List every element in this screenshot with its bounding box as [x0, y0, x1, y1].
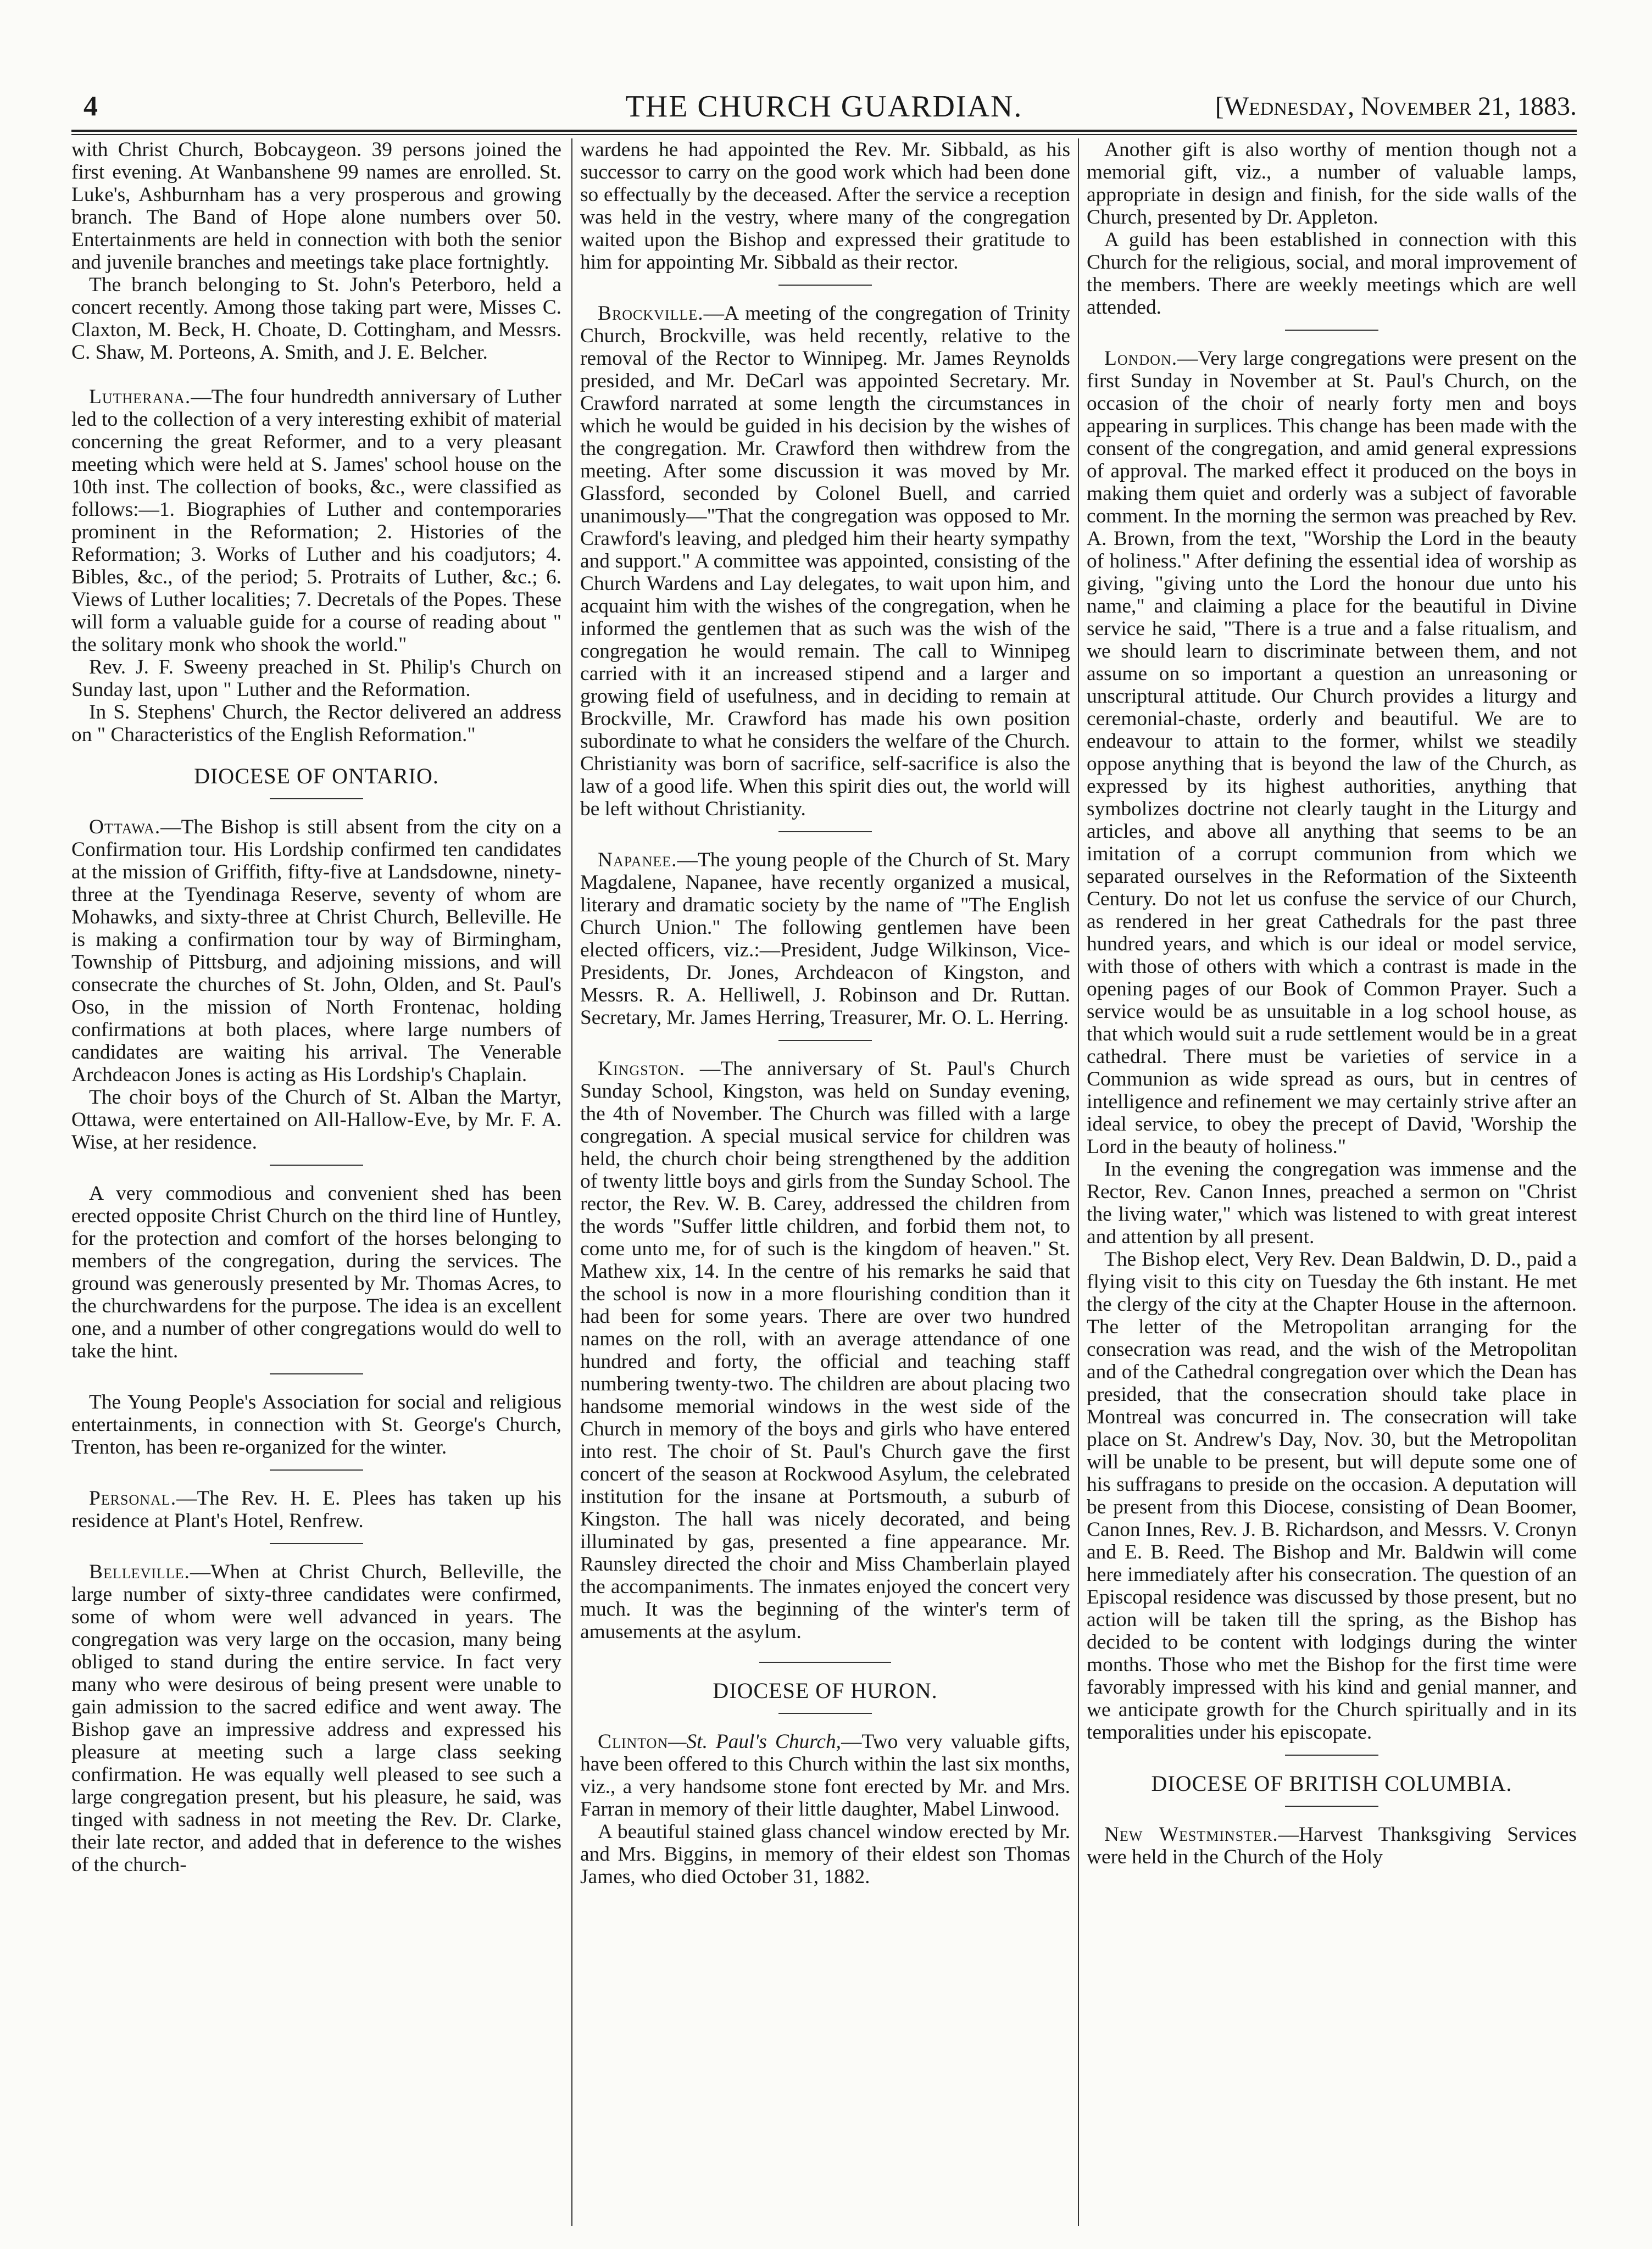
column-1 — [71, 138, 561, 2226]
paragraph — [1087, 347, 1577, 1158]
column-3 — [1087, 138, 1577, 2226]
paragraph: with Christ Church, Bobcaygeon. 39 persons joined the first evening. At Wanbanshene 99 names are enrolled. St. Luke's, Ashburnham has a very prosperous and growing branch. The Band of Hope alone numbers over 50. Entertainments are held in connection with both the senior and juvenile branches and meetings take place fortnightly. — [71, 138, 561, 274]
paragraph — [580, 849, 1070, 1029]
section-heading: DIOCESE OF HURON. — [713, 1678, 938, 1703]
item-text: —The four hundredth anniversary of Luther led to the collection of a very interesting exhibit of material concerning the great Reformer, and to a very pleasant meeting which were held at S. James' school house on the 10th inst. The collection of books, &c., were classified as follows:—1. Biographies of Luther and contemporaries prominent in the Reformation; 2. Histories of the Reformation; 3. Works of Luther and his coadjutors; 4. Bibles, &c., of the period; 5. Protraits of Luther, &c.; 6. Views of Luther localities; 7. Decretals of the Popes. These will form a valuable guide for a course of reading about " the solitary monk who shook the world." — [71, 386, 561, 656]
item-text: —The anniversary of St. Paul's Church Sunday School, Kingston, was held on Sunday evening, the 4th of November. The Church was filled with a large congregation. A special musical service for children was held, the church choir being strengthened by the addition of twenty little boys and girls from the Sunday School. The rector, the Rev. W. B. Carey, addressed the children from the words "Suffer little children, and forbid them not, to come unto me, for of such is the kingdom of heaven." St. Mathew xix, 14. In the centre of his remarks he said that the school is now in a more flourishing condition than it had been for some years. There are over two hundred names on the roll, with an average attendance of one hundred and forty, the official and teaching staff numbering twenty-two. The children are about placing two handsome memorial windows in the west side of the Church in memory of the boys and girls who have entered into rest. The choir of St. Paul's Church gave the first concert of the season at Rockwood Asylum, the celebrated institution for the insane at Portsmouth, a suburb of Kingston. The hall was nicely decorated, and being illuminated by gas, presented a fine appearance. Mr. Raunsley directed the choir and Miss Chamberlain played the accompaniments. The inmates enjoyed the concert very much. It was the beginning of the winter's term of amusements at the asylum. — [580, 1057, 1070, 1643]
paragraph: A guild has been established in connection with this Church for the religious, social, and moral improvement of the members. There are weekly meetings which are well attended. — [1087, 229, 1577, 319]
item-text: —Two very valuable gifts, have been offered to this Church within the last six months, viz., a very handsome stone font erected by Mr. and Mrs. Farran in memory of their little daughter, Mabel Linwood. — [580, 1730, 1070, 1821]
header-rule-thin — [71, 134, 1577, 135]
paragraph — [1087, 1823, 1577, 1868]
paragraph: In S. Stephens' Church, the Rector delivered an address on " Characteristics of the English Reformation." — [71, 701, 561, 746]
separator-rule — [270, 1165, 363, 1166]
item-text: —The Rev. H. E. Plees has taken up his residence at Plant's Hotel, Renfrew. — [71, 1487, 561, 1532]
paragraph: A beautiful stained glass chancel window erected by Mr. and Mrs. Biggins, in memory of their eldest son Thomas James, who died October 31, 1882. — [580, 1821, 1070, 1888]
issue-date: [Wednesday, November 21, 1883. — [1215, 92, 1577, 121]
paragraph — [580, 302, 1070, 820]
item-text: —A meeting of the congregation of Trinity Church, Brockville, was held recently, relative to the removal of the Rector to Winnipeg. Mr. James Reynolds presided, and Mr. DeCarl was appointed Secretary. Mr. Crawford narrated at some length the circumstances in which he would be guided in his decision by the wishes of the congregation. Mr. Crawford then withdrew from the meeting. After some discussion it was moved by Mr. Glassford, seconded by Colonel Buell, and carried unanimously—"That the congregation was opposed to Mr. Crawford's leaving, and pledged him their hearty sympathy and support." A committee was appointed, consisting of the Church Wardens and Lay delegates, to wait upon him, and acquaint him with the wishes of the congregation, when he informed the gentlemen that as such was the wish of the congregation he would remain. The call to Winnipeg carried with it an increased stipend and a larger and growing field of usefulness, and in deciding to remain at Brockville, Mr. Crawford has made his own position subordinate to what he considers the welfare of the Church. Christianity was born of sacrifice, self-sacrifice is also the law of a good life. When this spirit dies out, the world will be left without Christianity. — [580, 302, 1070, 820]
paragraph: The Bishop elect, Very Rev. Dean Baldwin, D. D., paid a flying visit to this city on Tuesday the 6th instant. He met the clergy of the city at the Chapter House in the afternoon. The letter of the Metropolitan arranging for the consecration was read, and the wish of the Metropolitan and of the Cathedral congregation over which the Dean has presided, that the consecration should take place in Montreal was concurred in. The consecration will take place on St. Andrew's Day, Nov. 30, but the Metropolitan will be unable to be present, but will depute some one of his suffragans to preside on the occasion. A deputation will be present from this Diocese, consisting of Dean Boomer, Canon Innes, Rev. J. B. Richardson, and Messrs. V. Cronyn and E. B. Reed. The Bishop and Mr. Baldwin will come here immediately after his consecration. The question of an Episcopal residence was discussed by those present, but no action will be taken till the spring, as the Bishop has decided to be content with lodgings during the winter months. Those who met the Bishop for the first time were favorably impressed with his kind and genial manner, and we anticipate growth for the Church spiritually and in its temporalities under his episcopate. — [1087, 1248, 1577, 1744]
separator-rule — [270, 1469, 363, 1471]
column-2 — [580, 138, 1070, 2226]
separator-rule — [1285, 330, 1378, 331]
item-lead: Lutherana. — [89, 386, 191, 408]
item-text: —The Bishop is still absent from the city on a Confirmation tour. His Lordship confirmed ten candidates at the mission of Griffith, fifty-five at Landsdowne, ninety-three at the Tyendinaga Reserve, seventy of whom are Mohawks, and sixty-three at Christ Church, Belleville. He is making a confirmation tour by way of Birmingham, Township of Pittsburg, and adjoining missions, and will consecrate the churches of St. John, Olden, and St. Paul's Oso, in the mission of North Frontenac, holding confirmations at both places, where large numbers of candidates are waiting his arrival. The Venerable Archdeacon Jones is acting as His Lordship's Chaplain. — [71, 816, 561, 1086]
item-text: —When at Christ Church, Belleville, the large number of sixty-three candidates were confirmed, some of whom were well advanced in years. The congregation was very large on the occasion, many being obliged to stand during the entire service. In fact very many who were desirous of being present were unable to gain admission to the sacred edifice and went away. The Bishop gave an impressive address and expressed his pleasure at meeting such a large class seeking confirmation. He was equally well pleased to see such a large congregation present, but his pleasure, he said, was tinged with sadness in not meeting the Rev. Dr. Clarke, their late rector, and added that in deference to the wishes of the church- — [71, 1561, 561, 1876]
item-italic: —St. Paul's Church, — [668, 1730, 842, 1753]
paragraph — [71, 386, 561, 656]
separator-rule — [1285, 1806, 1378, 1807]
item-lead: London. — [1104, 347, 1178, 370]
paragraph: In the evening the congregation was immense and the Rector, Rev. Canon Innes, preached a sermon on "Christ the living water," which was listened to with great interest and attention by all present. — [1087, 1158, 1577, 1248]
column-divider — [1078, 138, 1079, 2226]
separator-rule — [778, 285, 872, 286]
item-text: —Harvest Thanksgiving Services were held in the Church of the Holy — [1087, 1823, 1577, 1868]
separator-rule — [778, 1040, 872, 1041]
paragraph: wardens he had appointed the Rev. Mr. Sibbald, as his successor to carry on the good work which had been done so effectually by the deceased. After the service a reception was held in the vestry, where many of the congregation waited upon the Bishop and expressed their gratitude to him for appointing Mr. Sibbald as their rector. — [580, 138, 1070, 274]
item-lead: Personal. — [89, 1487, 177, 1510]
page-header — [71, 88, 1577, 126]
separator-rule — [778, 1713, 872, 1714]
paragraph — [580, 1057, 1070, 1643]
separator-rule — [778, 831, 872, 832]
separator-rule — [759, 1662, 891, 1663]
separator-rule — [270, 798, 363, 799]
page-number: 4 — [84, 91, 98, 122]
section-heading: DIOCESE OF BRITISH COLUMBIA. — [1151, 1771, 1512, 1796]
separator-rule — [1285, 1755, 1378, 1756]
item-lead: Napanee. — [598, 849, 677, 871]
column-divider — [571, 138, 572, 2226]
paragraph — [580, 1730, 1070, 1821]
paragraph — [71, 1561, 561, 1876]
separator-rule — [270, 1373, 363, 1374]
separator-rule — [270, 1543, 363, 1544]
item-text: —Very large congregations were present on the first Sunday in November at St. Paul's Church, on the occasion of the choir of nearly forty men and boys appearing in surplices. This change has been made with the consent of the congregation, and amid general expressions of approval. The marked effect it produced on the boys in making them quiet and orderly was a subject of favorable comment. In the morning the sermon was preached by Rev. A. Brown, from the text, "Worship the Lord in the beauty of holiness." After defining the essential idea of worship as giving, "giving unto the Lord the honour due unto his name," and claiming a place for the beautiful in Divine service he said, "There is a true and a false ritualism, and we should learn to discriminate between them, and not assume on so important a question an unreasoning or unscriptural attitude. Our Church provides a liturgy and ceremonial-chaste, orderly and beautiful. We are to endeavour to attain to the former, whilst we steadily oppose anything that is beyond the law of the Church, as expressed by its highest authorities, anything that symbolizes doctrine not clearly taught in the Liturgy and articles, and above all anything that seems to be an imitation of a corrupt communion from which we separated ourselves in the Reformation of the Sixteenth Century. Do not let us confuse the service of our Church, as rendered in her great Cathedrals for the past three hundred years, and which is our ideal or model service, with those of others with which a contrast is made in the opening pages of our Book of Common Prayer. Such a service would be as unsuitable in a log school house, as that which would suit a rude settlement would be in a great cathedral. There must be varieties of service in a Communion as wide spread as ours, but in centres of intelligence and refinement we may certainly strive after an ideal service, to obey the precept of David, 'Worship the Lord in the beauty of holiness." — [1087, 347, 1577, 1158]
paragraph: The choir boys of the Church of St. Alban the Martyr, Ottawa, were entertained on All-Hallow-Eve, by Mr. F. A. Wise, at her residence. — [71, 1086, 561, 1154]
item-lead: Clinton — [598, 1730, 669, 1753]
item-lead: Kingston. — [598, 1057, 685, 1080]
header-rule-thick — [71, 130, 1577, 132]
item-lead: New Westminster. — [1104, 1823, 1278, 1846]
paragraph: Another gift is also worthy of mention though not a memorial gift, viz., a number of valuable lamps, appropriate in design and finish, for the side walls of the Church, presented by Dr. Appleton. — [1087, 138, 1577, 229]
paragraph — [71, 816, 561, 1086]
item-lead: Brockville. — [598, 302, 704, 325]
item-lead: Belleville. — [89, 1561, 190, 1583]
section-heading: DIOCESE OF ONTARIO. — [194, 764, 439, 788]
masthead-title: THE CHURCH GUARDIAN. — [625, 90, 1023, 124]
paragraph: The branch belonging to St. John's Peterboro, held a concert recently. Among those taking part were, Misses C. Claxton, M. Beck, H. Choate, D. Cottingham, and Messrs. C. Shaw, M. Porteons, A. Smith, and J. E. Belcher. — [71, 274, 561, 364]
item-lead: Ottawa. — [89, 816, 161, 838]
item-text: —The young people of the Church of St. Mary Magdalene, Napanee, have recently organized a musical, literary and dramatic society by the name of "The English Church Union." The following gentlemen have been elected officers, viz.:—President, Judge Wilkinson, Vice-Presidents, Dr. Jones, Archdeacon of Kingston, and Messrs. R. A. Helliwell, J. Robinson and Dr. Ruttan. Secretary, Mr. James Herring, Treasurer, Mr. O. L. Herring. — [580, 849, 1070, 1029]
paragraph — [71, 1487, 561, 1532]
paragraph: A very commodious and convenient shed has been erected opposite Christ Church on the third line of Huntley, for the protection and comfort of the horses belonging to members of the congregation, during the services. The ground was generously presented by Mr. Thomas Acres, to the churchwardens for the purpose. The idea is an excellent one, and a number of other congregations would do well to take the hint. — [71, 1182, 561, 1362]
paragraph: The Young People's Association for social and religious entertainments, in connection with St. George's Church, Trenton, has been re-organized for the winter. — [71, 1391, 561, 1458]
paragraph: Rev. J. F. Sweeny preached in St. Philip's Church on Sunday last, upon " Luther and the Reformation. — [71, 656, 561, 701]
